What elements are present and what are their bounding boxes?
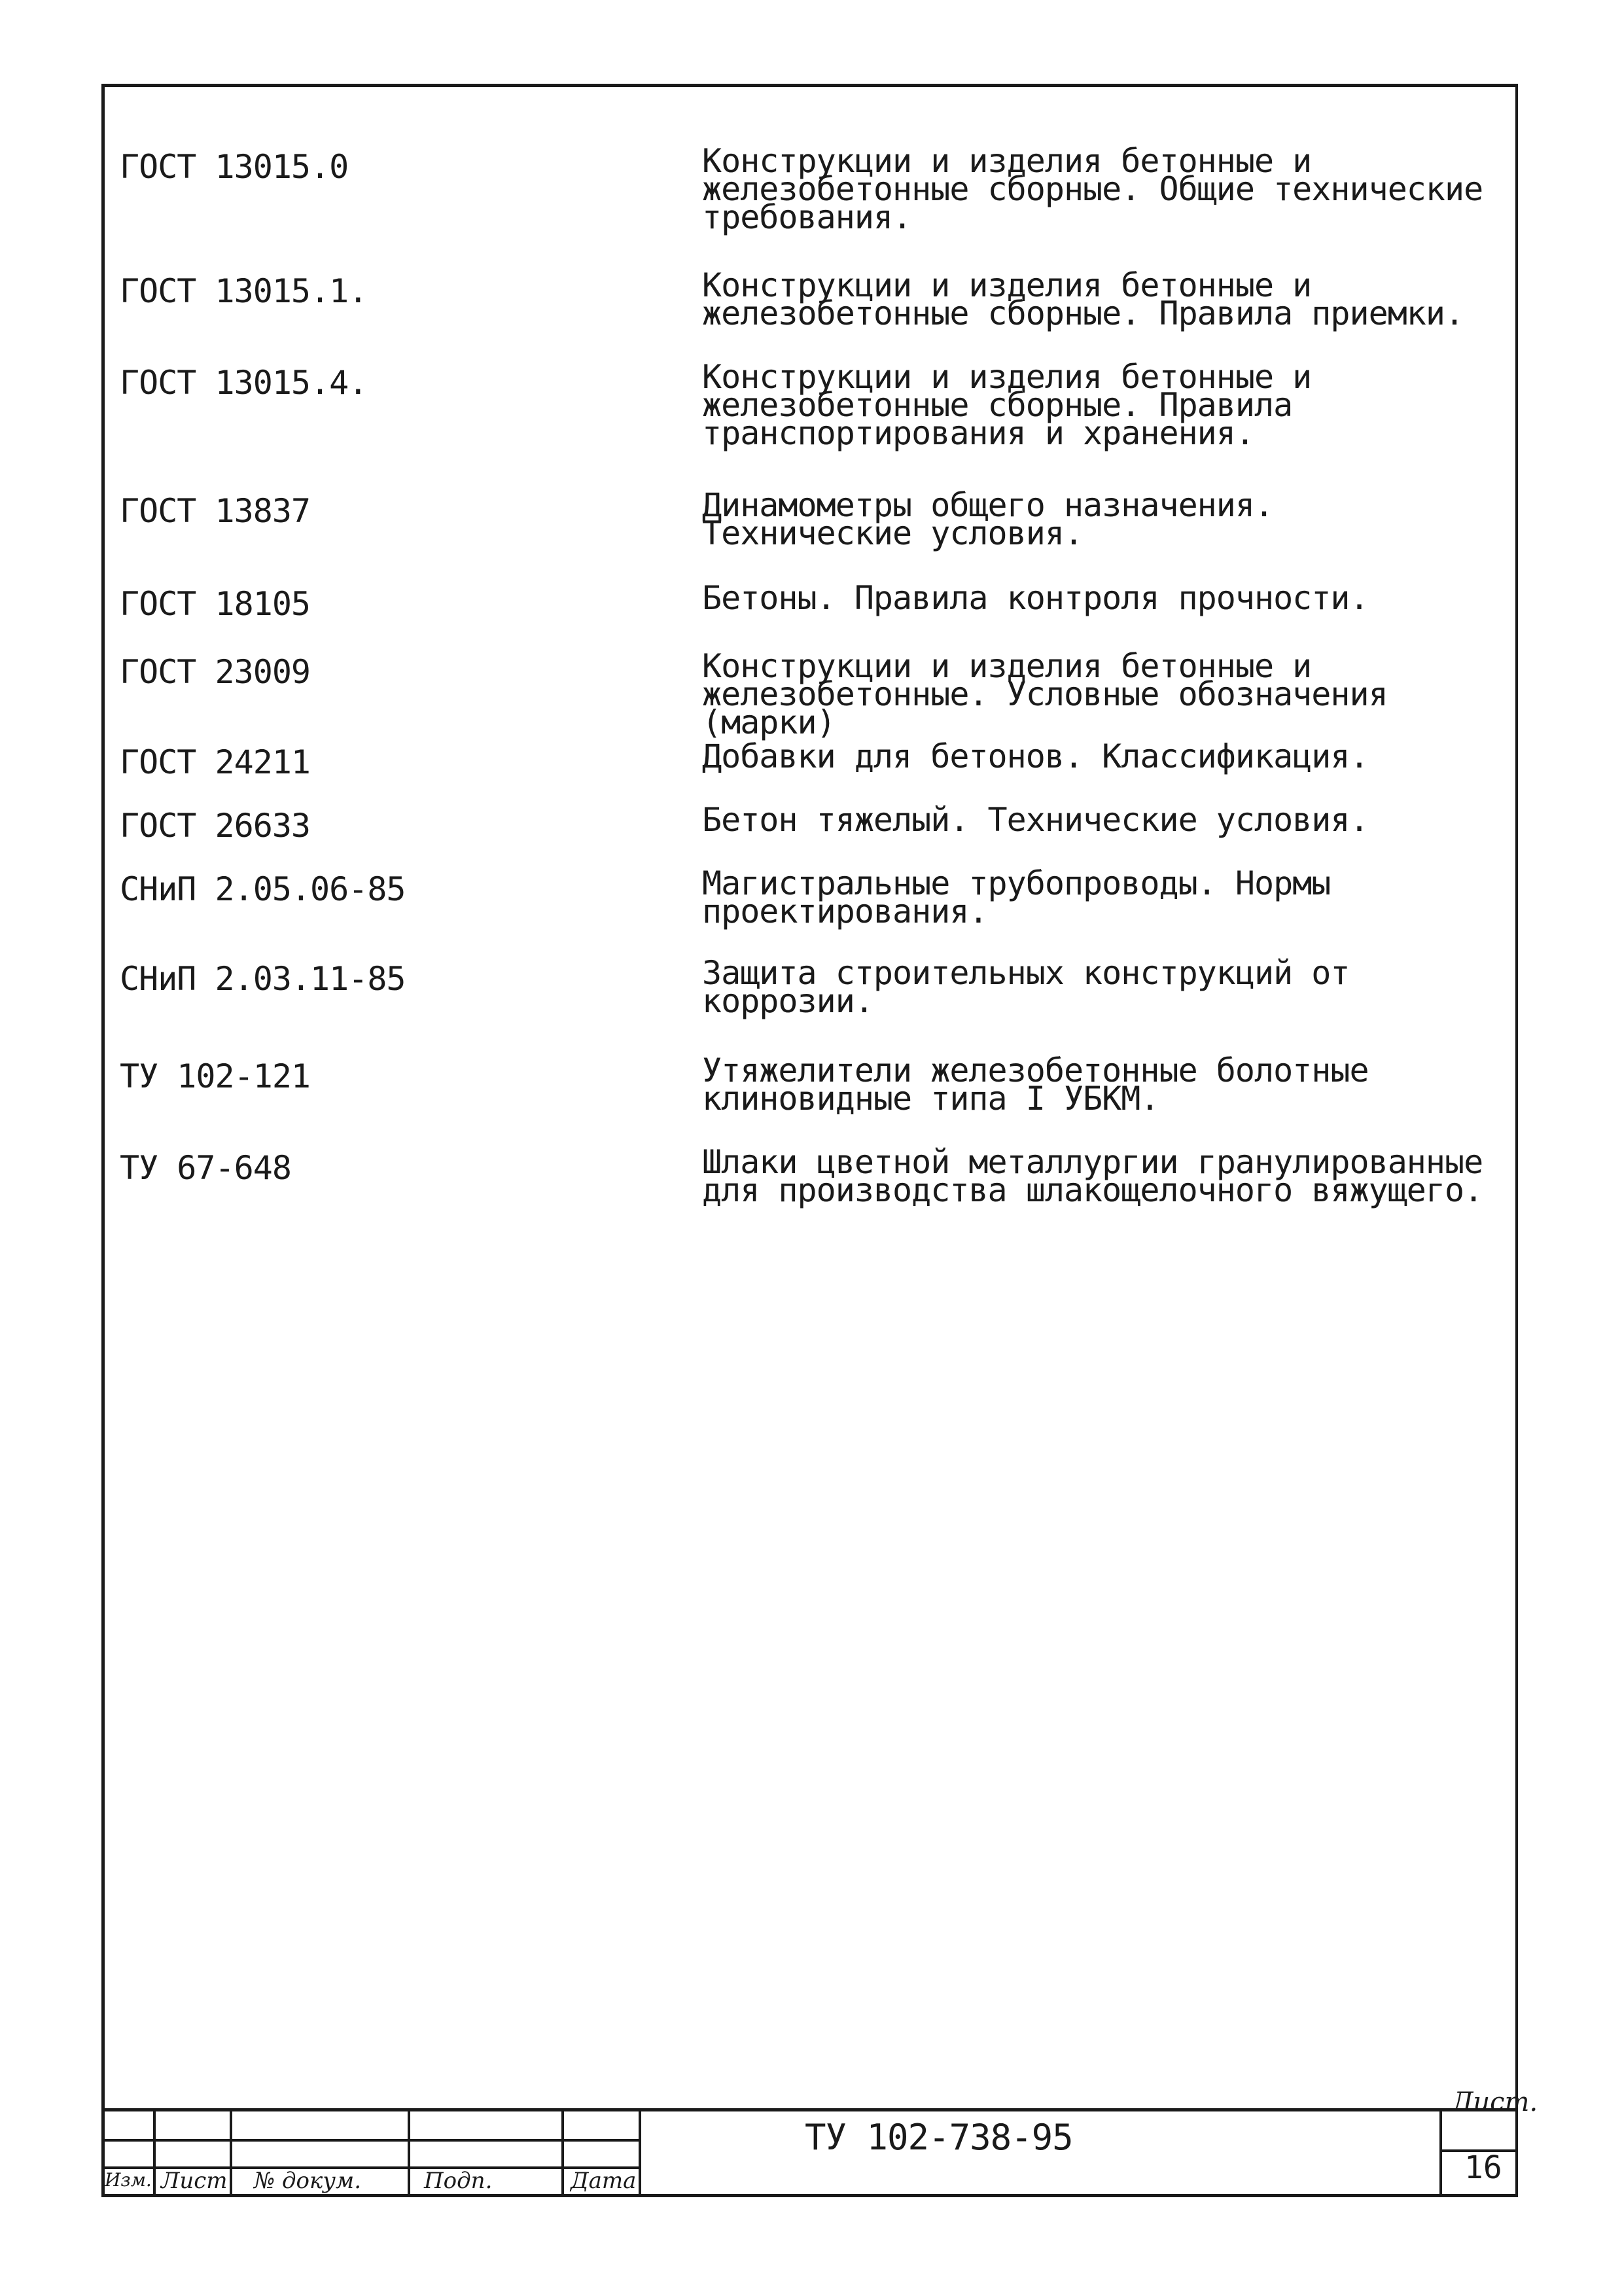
stamp-label-podp: Подп. <box>424 2168 493 2194</box>
reference-code: ГОСТ 18105 <box>120 585 311 623</box>
reference-description: Утяжелители железобетонные болотные клиновидные типа I УБКМ. <box>702 1051 1369 1118</box>
sheet-label: Лист. <box>1451 2087 1538 2117</box>
stamp-label-list: Лист <box>161 2168 228 2194</box>
stamp-label-dokum: № докум. <box>254 2168 362 2194</box>
reference-code: ТУ 102-121 <box>120 1057 311 1095</box>
stamp-row-line <box>105 2139 641 2142</box>
stamp-bottom-line <box>105 2194 1515 2197</box>
stamp-label-izm: Изм. <box>105 2169 152 2191</box>
list-item <box>120 266 1507 363</box>
reference-code: ТУ 67-648 <box>120 1149 291 1187</box>
reference-code: СНиП 2.05.06-85 <box>120 870 406 908</box>
list-item <box>120 486 1507 584</box>
reference-code: ГОСТ 13015.0 <box>120 148 349 186</box>
reference-code: ГОСТ 24211 <box>120 743 311 781</box>
reference-description: Бетоны. Правила контроля прочности. <box>702 579 1369 617</box>
reference-description: Бетон тяжелый. Технические условия. <box>702 801 1369 839</box>
reference-description: Конструкции и изделия бетонные и железобетонные сборные. Правила транспортирования и хранения. <box>702 358 1312 452</box>
reference-description: Защита строительных конструкций от коррозии. <box>702 954 1350 1020</box>
reference-code: ГОСТ 13015.1. <box>120 272 368 310</box>
reference-description: Магистральные трубопроводы. Нормы проектирования. <box>702 864 1331 930</box>
list-item <box>120 647 1507 743</box>
list-item <box>120 1051 1507 1148</box>
reference-list <box>120 142 1507 1266</box>
sheet-number: 16 <box>1464 2149 1502 2186</box>
list-item <box>120 1143 1507 1266</box>
list-item <box>120 954 1507 1057</box>
reference-description: Конструкции и изделия бетонные и железобетонные. Условные обозначения (марки) <box>702 647 1388 741</box>
stamp-label-data: Дата <box>571 2168 637 2194</box>
reference-code: ГОСТ 23009 <box>120 653 311 691</box>
reference-description: Шлаки цветной металлургии гранулированные для производства шлакощелочного вяжущего. <box>702 1143 1483 1209</box>
list-item <box>120 579 1507 652</box>
reference-code: ГОСТ 13015.4. <box>120 364 368 402</box>
reference-description: Конструкции и изделия бетонные и железобетонные сборные. Правила приемки. <box>702 266 1464 332</box>
list-item <box>120 737 1507 806</box>
list-item <box>120 358 1507 491</box>
document-code: ТУ 102-738-95 <box>805 2117 1073 2158</box>
reference-description: Динамометры общего назначения. Технические условия. <box>702 486 1274 552</box>
reference-description: Конструкции и изделия бетонные и железобетонные сборные. Общие технические требования. <box>702 142 1483 236</box>
list-item <box>120 142 1507 272</box>
list-item <box>120 801 1507 870</box>
reference-code: СНиП 2.03.11-85 <box>120 960 406 998</box>
list-item <box>120 864 1507 959</box>
reference-description: Добавки для бетонов. Классификация. <box>702 737 1369 775</box>
stamp-col-sheet <box>1439 2111 1442 2194</box>
reference-code: ГОСТ 13837 <box>120 492 311 530</box>
reference-code: ГОСТ 26633 <box>120 807 311 845</box>
